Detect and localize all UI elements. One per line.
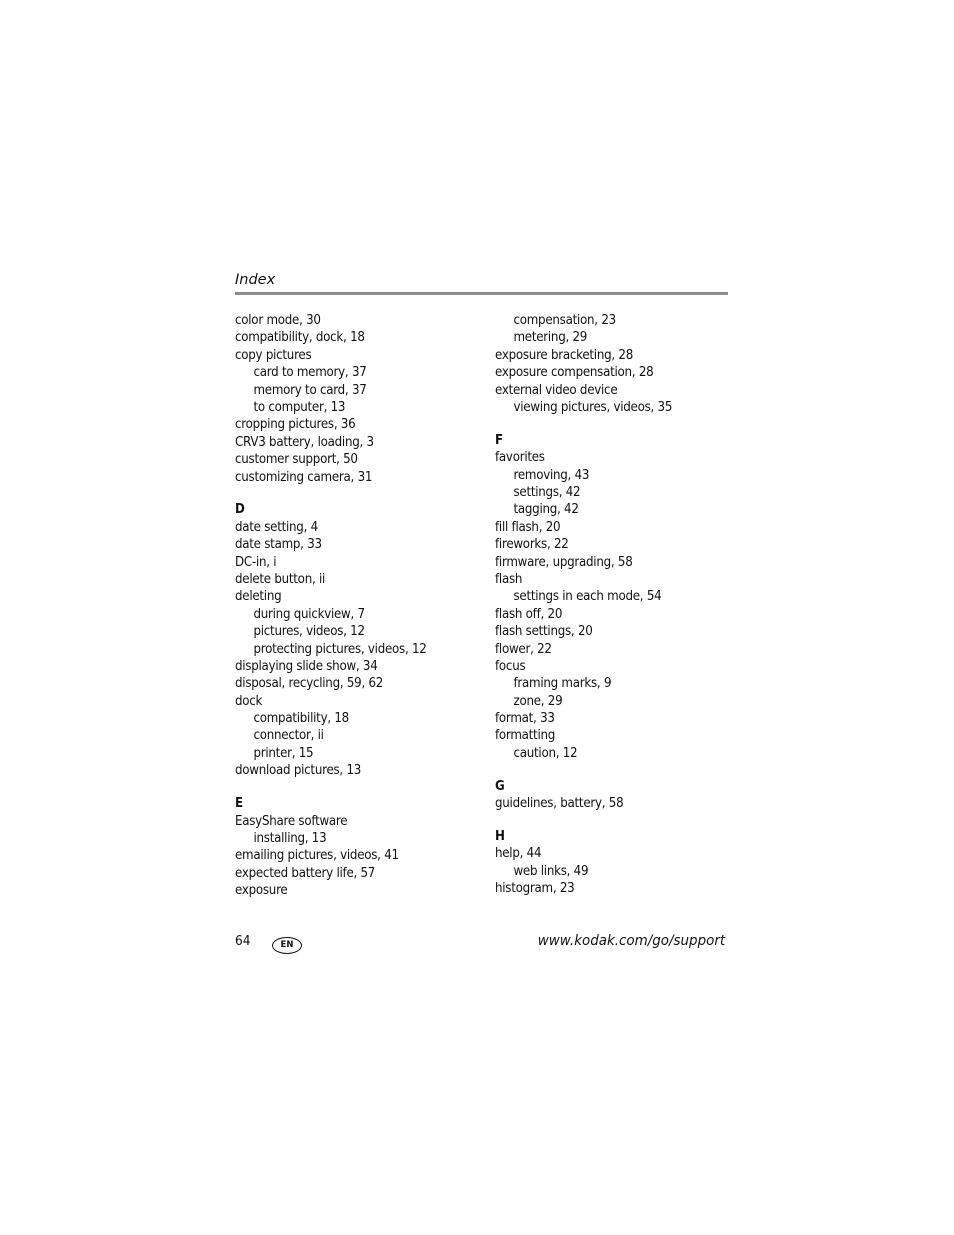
index-entry: exposure xyxy=(235,882,288,899)
index-subentry: installing, 13 xyxy=(253,829,327,846)
index-entry: copy pictures xyxy=(235,346,312,363)
index-entry: delete button, ii xyxy=(235,570,326,587)
index-entry: color mode, 30 xyxy=(235,312,321,328)
index-entry: date setting, 4 xyxy=(235,518,318,535)
index-column-right xyxy=(495,312,745,898)
index-entry: histogram, 23 xyxy=(495,880,575,897)
index-entry: firmware, upgrading, 58 xyxy=(495,553,633,570)
index-entry: fireworks, 22 xyxy=(495,536,569,553)
index-entry: customizing camera, 31 xyxy=(235,468,373,485)
index-section-letter: H xyxy=(495,828,505,845)
support-url: www.kodak.com/go/support xyxy=(537,933,725,949)
index-subentry: compatibility, 18 xyxy=(253,710,349,727)
index-subentry: framing marks, 9 xyxy=(513,675,612,692)
index-entry: cropping pictures, 36 xyxy=(235,416,356,433)
section-spacer xyxy=(235,780,485,796)
index-entry: date stamp, 33 xyxy=(235,536,322,553)
index-subentry: settings in each mode, 54 xyxy=(513,588,662,605)
index-entry: focus xyxy=(495,657,526,674)
index-entry: flower, 22 xyxy=(495,640,552,657)
section-spacer xyxy=(495,416,745,432)
index-subentry: caution, 12 xyxy=(513,744,578,761)
index-entry: favorites xyxy=(495,449,545,466)
index-section-letter: D xyxy=(235,501,245,518)
index-entry: exposure compensation, 28 xyxy=(495,364,654,381)
index-subentry: protecting pictures, videos, 12 xyxy=(253,640,427,657)
index-entry: dock xyxy=(235,692,263,709)
index-entry: exposure bracketing, 28 xyxy=(495,346,634,363)
index-entry: flash off, 20 xyxy=(495,605,563,622)
index-entry: CRV3 battery, loading, 3 xyxy=(235,433,374,450)
index-entry: disposal, recycling, 59, 62 xyxy=(235,675,384,692)
index-entry: formatting xyxy=(495,727,556,744)
index-entry: deleting xyxy=(235,588,282,605)
index-entry: flash xyxy=(495,570,523,587)
index-entry: flash settings, 20 xyxy=(495,623,593,640)
index-subentry: printer, 15 xyxy=(253,744,314,761)
index-entry: displaying slide show, 34 xyxy=(235,657,378,674)
index-subentry: removing, 43 xyxy=(513,466,590,483)
index-section-letter: E xyxy=(235,795,243,812)
language-badge-icon: EN xyxy=(272,937,302,954)
index-subentry: settings, 42 xyxy=(513,484,581,501)
index-subentry: metering, 29 xyxy=(513,329,588,346)
index-section-letter: F xyxy=(495,431,503,448)
index-entry: download pictures, 13 xyxy=(235,762,362,779)
index-subentry: connector, ii xyxy=(253,727,324,744)
index-subentry: tagging, 42 xyxy=(513,501,579,518)
index-subentry: compensation, 23 xyxy=(513,312,616,328)
header-divider xyxy=(235,292,728,295)
section-spacer xyxy=(495,813,745,829)
index-section-letter: G xyxy=(495,777,505,794)
index-column-left xyxy=(235,312,485,900)
index-subentry: memory to card, 37 xyxy=(253,381,367,398)
index-subentry: viewing pictures, videos, 35 xyxy=(513,398,673,415)
index-entry: expected battery life, 57 xyxy=(235,864,376,881)
index-entry: customer support, 50 xyxy=(235,451,358,468)
index-subentry: during quickview, 7 xyxy=(253,605,365,622)
index-entry: fill flash, 20 xyxy=(495,518,561,535)
index-entry: guidelines, battery, 58 xyxy=(495,795,624,812)
page-number: 64 xyxy=(235,933,251,949)
index-entry: help, 44 xyxy=(495,845,542,862)
index-entry: compatibility, dock, 18 xyxy=(235,329,365,346)
index-entry: format, 33 xyxy=(495,710,555,727)
section-spacer xyxy=(235,486,485,502)
page-header-title: Index xyxy=(235,272,276,288)
index-entry: emailing pictures, videos, 41 xyxy=(235,847,399,864)
index-entry: DC-in, i xyxy=(235,553,277,570)
section-spacer xyxy=(495,762,745,778)
index-subentry: pictures, videos, 12 xyxy=(253,623,365,640)
index-subentry: zone, 29 xyxy=(513,692,563,709)
index-entry: EasyShare software xyxy=(235,812,348,829)
index-subentry: to computer, 13 xyxy=(253,398,346,415)
index-subentry: card to memory, 37 xyxy=(253,364,367,381)
index-entry: external video device xyxy=(495,381,618,398)
index-subentry: web links, 49 xyxy=(513,862,589,879)
